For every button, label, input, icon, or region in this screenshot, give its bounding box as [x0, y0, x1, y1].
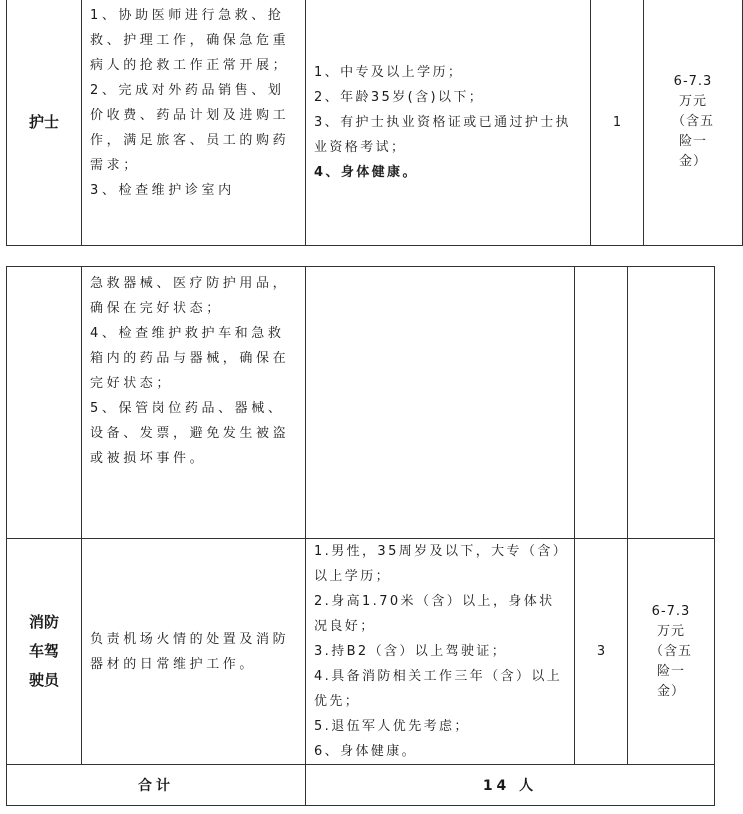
duty-line: 4、检查维护救护车和急救箱内的药品与器械，确保在完好状态；	[90, 326, 290, 391]
salary-line: （含五	[649, 643, 692, 659]
salary-line: 险一	[656, 663, 685, 679]
requirement-line: 1.男性，35周岁及以下，大专（含）以上学历；	[314, 544, 562, 584]
position-nurse	[7, 0, 82, 246]
position-cell-empty	[7, 267, 82, 539]
duty-line: 负责机场火情的处置及消防器材的日常维护工作。	[90, 631, 290, 672]
table-row-nurse-continued	[7, 267, 715, 539]
salary-line: 6-7.3	[673, 74, 713, 89]
count-nurse: 1	[591, 0, 644, 246]
requirement-line: 4.具备消防相关工作三年（含）以上优先；	[314, 669, 563, 709]
recruitment-table-part-2	[6, 266, 715, 806]
duties-nurse	[82, 0, 306, 246]
count-fire-truck-driver: 3	[575, 539, 628, 765]
duty-line: 3、检查维护诊室内	[90, 183, 235, 198]
salary-nurse	[644, 0, 743, 246]
salary-line: 金）	[678, 154, 707, 169]
table-row-nurse	[7, 0, 743, 246]
total-value: 14 人	[306, 765, 715, 806]
requirement-line: 4、身体健康。	[314, 164, 418, 180]
requirement-line: 2.身高1.70米（含）以上，身体状况良好；	[314, 594, 555, 634]
total-label: 合计	[7, 765, 306, 806]
duty-line: 1、协助医师进行急救、抢救、护理工作，确保急危重病人的抢救工作正常开展；	[90, 8, 290, 73]
position-fire-truck-driver	[7, 539, 82, 765]
count-cell-empty	[575, 267, 628, 539]
salary-line: 万元	[678, 94, 707, 109]
requirement-line: 3.持B2（含）以上驾驶证；	[314, 644, 508, 659]
table-row-fire-truck-driver	[7, 539, 715, 765]
duty-line: 5、保管岗位药品、器械、设备、发票，避免发生被盗或被损坏事件。	[90, 401, 290, 466]
position-label: 消防	[28, 613, 59, 631]
requirement-line: 1、中专及以上学历；	[314, 64, 464, 80]
recruitment-table-part-1	[6, 0, 743, 246]
salary-fire-truck-driver	[628, 539, 715, 765]
position-label: 护士	[28, 112, 59, 131]
salary-line: 险一	[678, 134, 707, 149]
position-label: 驶员	[28, 671, 59, 689]
salary-line: 金）	[656, 683, 685, 699]
duty-line: 急救器械、医疗防护用品，确保在完好状态；	[90, 276, 290, 316]
requirements-fire-truck-driver	[306, 539, 575, 765]
duties-nurse-continued	[82, 267, 306, 539]
duty-line: 2、完成对外药品销售、划价收费、药品计划及进购工作，满足旅客、员工的购药需求；	[90, 83, 290, 173]
salary-line: （含五	[671, 114, 714, 129]
salary-line: 6-7.3	[651, 603, 691, 619]
requirement-line: 6、身体健康。	[314, 744, 418, 759]
requirement-line: 3、有护士执业资格证或已通过护士执业资格考试；	[314, 114, 572, 155]
requirement-line: 2、年龄35岁(含)以下；	[314, 89, 485, 105]
duties-fire-truck-driver	[82, 539, 306, 765]
salary-cell-empty	[628, 267, 715, 539]
requirements-nurse	[306, 0, 591, 246]
requirement-line: 5.退伍军人优先考虑；	[314, 719, 470, 734]
salary-line: 万元	[656, 623, 685, 639]
position-label: 车驾	[28, 642, 59, 660]
requirements-cell-empty	[306, 267, 575, 539]
table-row-total	[7, 765, 715, 806]
